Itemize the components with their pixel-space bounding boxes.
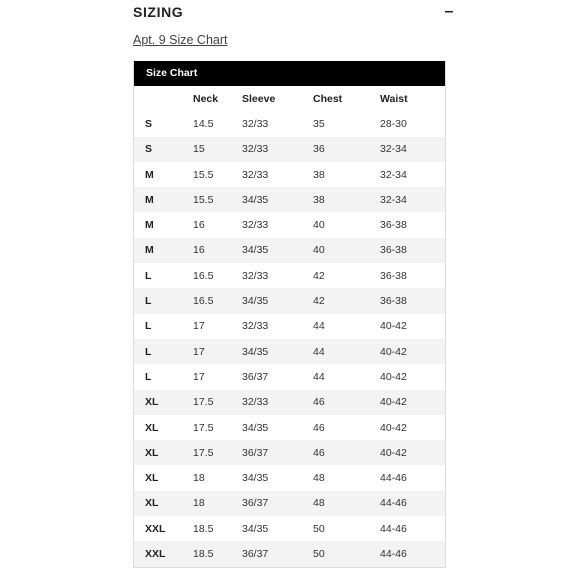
table-caption: Size Chart [134,61,445,86]
waist-cell: 40-42 [380,396,407,409]
table-header-row [134,86,445,111]
size-chart-table [134,86,445,567]
waist-cell: 36-38 [380,295,407,308]
sleeve-cell: 36/37 [242,497,269,510]
waist-cell: 40-42 [380,446,407,459]
size-cell: L [145,320,152,333]
table-row [134,491,445,516]
size-cell: XL [145,497,159,510]
waist-cell: 40-42 [380,421,407,434]
sizing-section-header[interactable] [133,4,455,22]
chest-cell: 44 [313,370,325,383]
neck-cell: 17 [193,345,205,358]
neck-cell: 15 [193,143,205,156]
waist-cell: 36-38 [380,244,407,257]
size-cell: XXL [145,547,166,560]
sleeve-cell: 32/33 [242,269,269,282]
table-row [134,465,445,490]
size-cell: L [145,345,152,358]
chest-cell: 46 [313,396,325,409]
chest-cell: 38 [313,168,325,181]
size-cell: L [145,295,152,308]
sleeve-cell: 32/33 [242,143,269,156]
chest-cell: 42 [313,295,325,308]
sleeve-cell: 34/35 [242,472,269,485]
size-cell: XXL [145,522,166,535]
size-chart-link[interactable]: Apt. 9 Size Chart [133,33,228,47]
chest-cell: 46 [313,446,325,459]
sleeve-cell: 34/35 [242,522,269,535]
table-row [134,415,445,440]
size-cell: XL [145,472,159,485]
chest-cell: 48 [313,472,325,485]
section-title: SIZING [133,4,184,20]
table-row [134,541,445,566]
size-cell: S [145,143,153,156]
sleeve-cell: 34/35 [242,345,269,358]
chest-cell: 42 [313,269,325,282]
waist-cell: 32-34 [380,143,407,156]
neck-cell: 18.5 [193,547,214,560]
table-row [134,288,445,313]
neck-cell: 17.5 [193,421,214,434]
waist-cell: 32-34 [380,193,407,206]
chest-cell: 35 [313,117,325,130]
size-cell: XL [145,421,159,434]
chest-cell: 50 [313,547,325,560]
table-body [134,111,445,566]
header-size [134,86,193,111]
sleeve-cell: 32/33 [242,168,269,181]
size-cell: L [145,370,152,383]
waist-cell: 44-46 [380,472,407,485]
waist-cell: 40-42 [380,370,407,383]
table-row [134,187,445,212]
waist-cell: 40-42 [380,345,407,358]
neck-cell: 15.5 [193,168,214,181]
header-chest: Chest [313,92,343,105]
neck-cell: 16.5 [193,269,214,282]
neck-cell: 18 [193,497,205,510]
table-row [134,137,445,162]
header-sleeve: Sleeve [242,92,276,105]
waist-cell: 32-34 [380,168,407,181]
waist-cell: 44-46 [380,547,407,560]
chest-cell: 46 [313,421,325,434]
sleeve-cell: 36/37 [242,370,269,383]
waist-cell: 28-30 [380,117,407,130]
collapse-icon[interactable]: – [444,3,454,20]
chest-cell: 40 [313,219,325,232]
table-row [134,212,445,237]
size-cell: XL [145,446,159,459]
waist-cell: 36-38 [380,219,407,232]
neck-cell: 17 [193,370,205,383]
neck-cell: 15.5 [193,193,214,206]
table-row [134,162,445,187]
table-row [134,263,445,288]
table-row [134,440,445,465]
table-row [134,516,445,541]
chest-cell: 40 [313,244,325,257]
sleeve-cell: 32/33 [242,219,269,232]
chest-cell: 38 [313,193,325,206]
chest-cell: 36 [313,143,325,156]
chest-cell: 44 [313,345,325,358]
waist-cell: 36-38 [380,269,407,282]
table-row [134,238,445,263]
sleeve-cell: 32/33 [242,320,269,333]
sleeve-cell: 32/33 [242,117,269,130]
sleeve-cell: 34/35 [242,244,269,257]
sleeve-cell: 34/35 [242,295,269,308]
size-cell: M [145,244,154,257]
neck-cell: 16 [193,244,205,257]
sleeve-cell: 34/35 [242,421,269,434]
table-row [134,314,445,339]
sleeve-cell: 36/37 [242,446,269,459]
sleeve-cell: 32/33 [242,396,269,409]
waist-cell: 44-46 [380,522,407,535]
size-cell: M [145,193,154,206]
table-row [134,364,445,389]
neck-cell: 17.5 [193,446,214,459]
neck-cell: 18.5 [193,522,214,535]
header-neck: Neck [193,92,219,105]
chest-cell: 48 [313,497,325,510]
neck-cell: 18 [193,472,205,485]
neck-cell: 17 [193,320,205,333]
size-cell: M [145,219,154,232]
size-cell: L [145,269,152,282]
neck-cell: 16 [193,219,205,232]
sleeve-cell: 34/35 [242,193,269,206]
size-cell: XL [145,396,159,409]
size-cell: M [145,168,154,181]
header-waist: Waist [380,92,408,105]
waist-cell: 40-42 [380,320,407,333]
table-row [134,111,445,136]
size-chart-table-container [133,61,446,568]
chest-cell: 44 [313,320,325,333]
table-row [134,339,445,364]
chest-cell: 50 [313,522,325,535]
neck-cell: 17.5 [193,396,214,409]
neck-cell: 16.5 [193,295,214,308]
waist-cell: 44-46 [380,497,407,510]
table-row [134,390,445,415]
neck-cell: 14.5 [193,117,214,130]
sleeve-cell: 36/37 [242,547,269,560]
size-cell: S [145,117,153,130]
